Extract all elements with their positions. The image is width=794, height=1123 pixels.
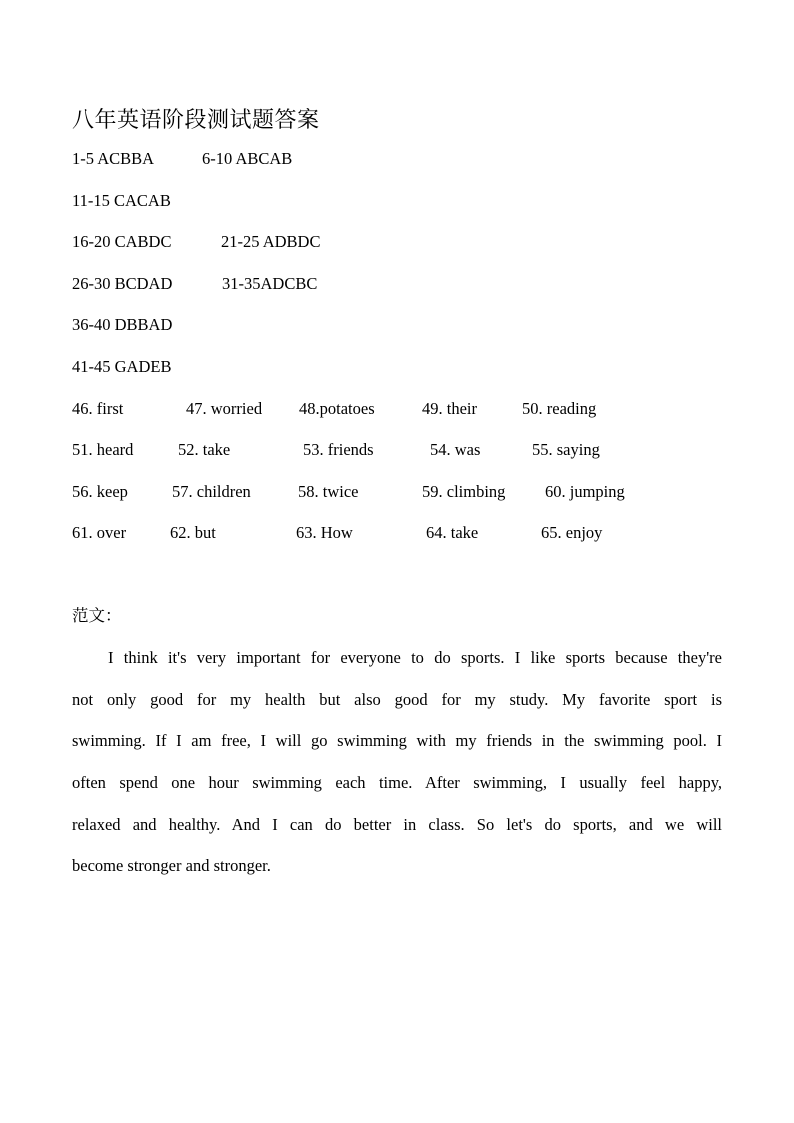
answer-group: 6-10 ABCAB: [202, 149, 293, 168]
essay-line: relaxed and healthy. And I can do better in class. So let's do sports, and we will: [72, 815, 722, 834]
answer-item: 51. heard: [72, 440, 134, 459]
answer-item: 53. friends: [303, 440, 374, 459]
essay-line: I think it's very important for everyone to do sports. I like sports because they're: [108, 648, 722, 667]
answer-item: 47. worried: [186, 399, 263, 418]
answer-item: 50. reading: [522, 399, 597, 418]
answer-item: 57. children: [172, 482, 251, 501]
answer-item: 58. twice: [298, 482, 359, 501]
answer-item: 59. climbing: [422, 482, 506, 501]
answer-item: 60. jumping: [545, 482, 625, 501]
essay-label: 范文：: [72, 606, 122, 625]
answer-item: 46. first: [72, 399, 124, 418]
answer-item: 64. take: [426, 523, 479, 542]
answer-group: 36-40 DBBAD: [72, 315, 173, 334]
answer-item: 52. take: [178, 440, 231, 459]
page-title: 八年英语阶段测试题答案: [72, 108, 320, 133]
answer-item: 62. but: [170, 523, 216, 542]
answer-item: 55. saying: [532, 440, 600, 459]
answer-item: 49. their: [422, 399, 477, 418]
answer-group: 11-15 CACAB: [72, 191, 171, 210]
answer-item: 54. was: [430, 440, 481, 459]
answer-group: 31-35ADCBC: [222, 274, 318, 293]
essay-line: swimming. If I am free, I will go swimming with my friends in the swimming pool. I: [72, 731, 722, 750]
answer-item: 48.potatoes: [299, 399, 375, 418]
essay-line: not only good for my health but also good for my study. My favorite sport is: [72, 690, 722, 709]
answer-group: 1-5 ACBBA: [72, 149, 155, 168]
essay-line: become stronger and stronger.: [72, 856, 271, 875]
answer-group: 16-20 CABDC: [72, 232, 172, 251]
essay-line: often spend one hour swimming each time. After swimming, I usually feel happy,: [72, 773, 722, 792]
answer-item: 63. How: [296, 523, 353, 542]
answer-group: 26-30 BCDAD: [72, 274, 173, 293]
answer-item: 56. keep: [72, 482, 128, 501]
answer-group: 41-45 GADEB: [72, 357, 172, 376]
answer-item: 61. over: [72, 523, 127, 542]
answer-group: 21-25 ADBDC: [221, 232, 321, 251]
answer-item: 65. enjoy: [541, 523, 603, 542]
